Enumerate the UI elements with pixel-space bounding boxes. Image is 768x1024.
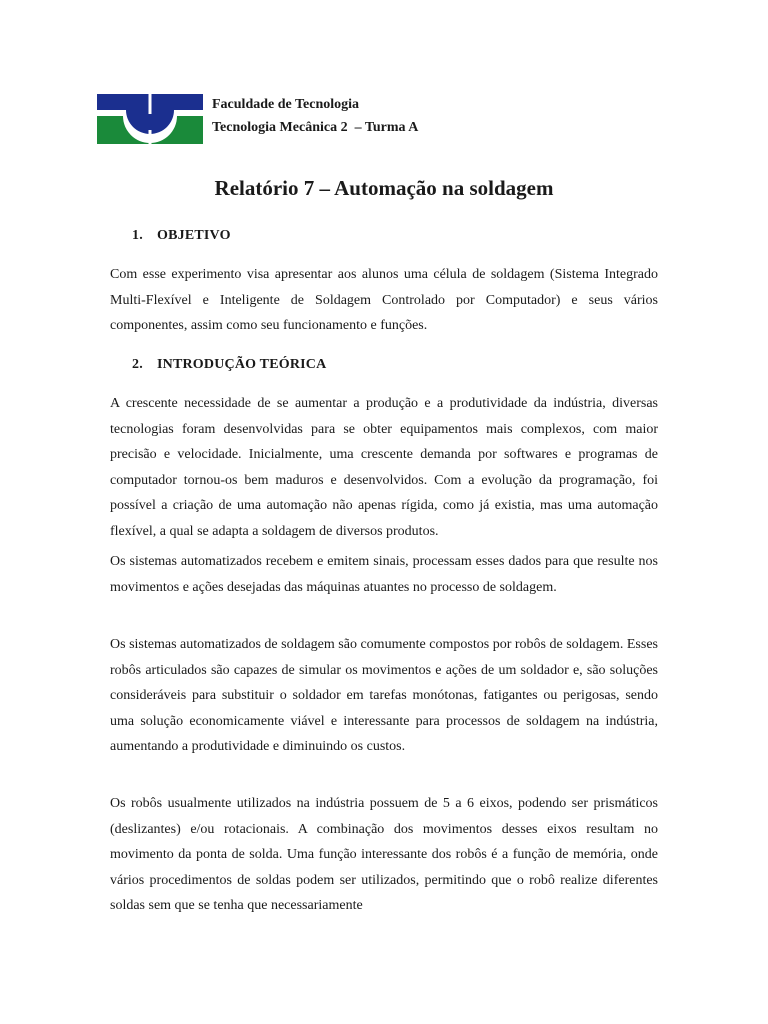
section-title: OBJETIVO	[157, 228, 231, 243]
section-title: INTRODUÇÃO TEÓRICA	[157, 357, 327, 372]
section-number: 1.	[132, 228, 143, 243]
logo-divider-top	[149, 94, 152, 114]
section-number: 2.	[132, 357, 143, 372]
paragraph-intro-3: Os sistemas automatizados de soldagem são comumente compostos por robôs de soldagem. Esses robôs articulados são capazes de simular os movimentos e ações de um soldador e, são soluções consideráveis para substituir o soldador em tarefas monótonas, fatigantes ou perigosas, sendo uma solução economicamente viável e interessante para processos de soldagem na indústria, aumentando a produtividade e diminuindo os custos.	[110, 637, 658, 754]
paragraph-intro-2: Os sistemas automatizados recebem e emitem sinais, processam esses dados para que resulte nos movimentos e ações desejadas das máquinas atuantes no processo de soldagem.	[110, 554, 658, 595]
header-text	[212, 93, 418, 139]
logo-divider-bottom	[149, 130, 152, 144]
paragraph-intro-1: A crescente necessidade de se aumentar a produção e a produtividade da indústria, diversas tecnologias foram desenvolvidas para se obter equipamentos mais complexos, com maior precisão e velocidade. Inicialmente, uma crescente demanda por softwares e programas de computador tornou-os bem maduros e desenvolvidos. Com a evolução da programação, foi possível a criação de uma automação não apenas rígida, como já existia, mas uma automação flexível, a qual se adapta a soldagem de diversos produtos.	[110, 396, 658, 539]
course-name: Tecnologia Mecânica 2 – Turma A	[212, 120, 419, 135]
institution-name: Faculdade de Tecnologia	[212, 97, 360, 112]
paragraph-objetivo: Com esse experimento visa apresentar aos alunos uma célula de soldagem (Sistema Integrado Multi-Flexível e Inteligente de Soldagem Controlado por Computador) e seus vários componentes, assim como seu funcionamento e funções.	[110, 267, 658, 333]
university-logo	[97, 94, 203, 144]
document-title: Relatório 7 – Automação na soldagem	[214, 176, 554, 200]
paragraph-intro-4: Os robôs usualmente utilizados na indústria possuem de 5 a 6 eixos, podendo ser prismáticos (deslizantes) e/ou rotacionais. A combinação dos movimentos desses eixos resultam no movimento da ponta de solda. Uma função interessante dos robôs é a função de memória, onde vários procedimentos de soldas podem ser utilizados, permitindo que o robô realize diferentes soldas sem que se tenha que necessariamente	[110, 796, 658, 913]
section-heading-objetivo	[132, 226, 231, 246]
section-heading-introducao	[132, 355, 326, 375]
